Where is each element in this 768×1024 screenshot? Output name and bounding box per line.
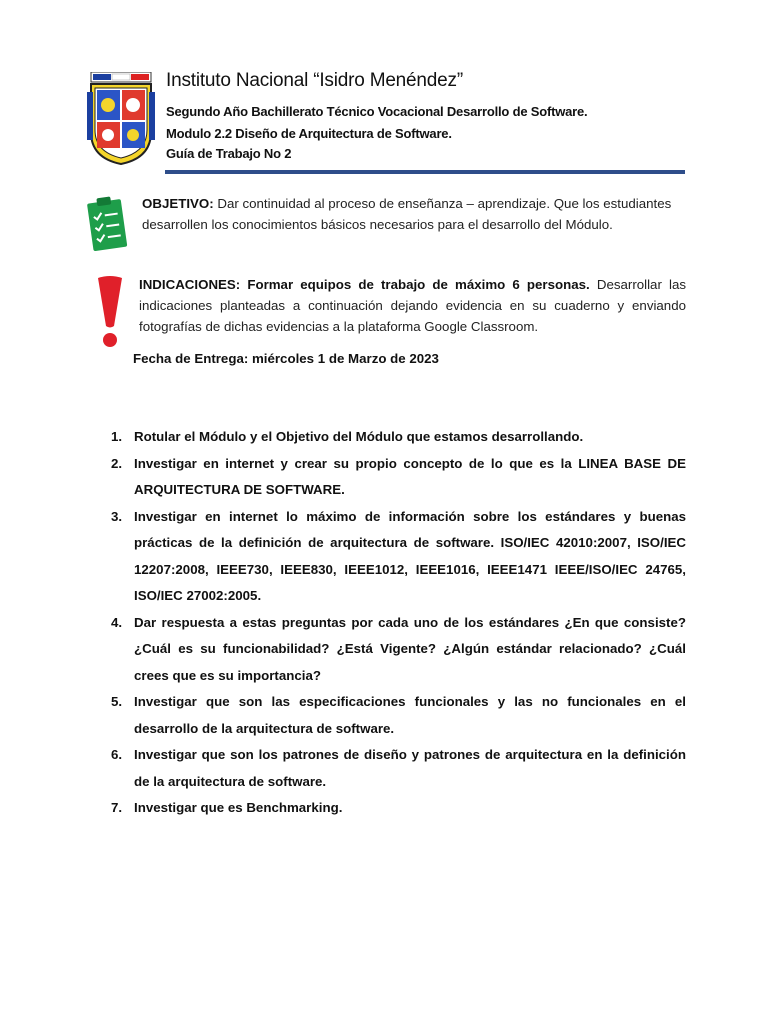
list-item	[108, 795, 686, 822]
item-text: Investigar en internet lo máximo de información sobre los estándares y buenas prácticas de la definición de arquitectura de software. ISO/IEC 42010:2007, ISO/IEC 12207:2008, IEEE730, IEEE830, IEEE1012, IEEE1016, IEEE1471 IEEE/ISO/IEC 24765, ISO/IEC 27002:2005.	[134, 508, 686, 603]
program-line: Segundo Año Bachillerato Técnico Vocacional Desarrollo de Software.	[166, 104, 588, 119]
clipboard-checklist-icon	[86, 195, 130, 253]
objective-label: OBJETIVO:	[142, 196, 214, 211]
objective-paragraph	[142, 193, 687, 235]
item-text: Investigar en internet y crear su propio concepto de lo que es la LINEA BASE DE ARQUITECTURA DE SOFTWARE.	[134, 455, 686, 497]
task-list	[108, 424, 686, 822]
list-item	[108, 424, 686, 451]
item-number: 4.	[111, 614, 123, 630]
guide-line: Guía de Trabajo No 2	[166, 146, 292, 161]
objective-text: Dar continuidad al proceso de enseñanza – aprendizaje. Que los estudiantes desarrollen los conocimientos básicos necesarios para el desarrollo del Módulo.	[142, 196, 672, 232]
item-text: Investigar que es Benchmarking.	[134, 800, 343, 815]
list-item	[108, 451, 686, 504]
item-text: Investigar que son las especificaciones funcionales y las no funcionales en el desarrollo de la arquitectura de software.	[134, 694, 686, 736]
item-number: 3.	[111, 508, 123, 524]
exclamation-icon	[92, 276, 128, 348]
school-crest-logo	[85, 72, 157, 166]
list-item	[108, 610, 686, 690]
module-line: Modulo 2.2 Diseño de Arquitectura de Software.	[166, 126, 452, 141]
header-divider	[165, 170, 685, 174]
item-number: 2.	[111, 455, 123, 471]
item-number: 6.	[111, 747, 123, 762]
item-text: Rotular el Módulo y el Objetivo del Módulo que estamos desarrollando.	[134, 429, 584, 444]
item-number: 7.	[111, 800, 123, 815]
item-number: 1.	[111, 429, 123, 444]
list-item	[108, 742, 686, 795]
instructions-paragraph	[139, 274, 686, 337]
institution-title: Instituto Nacional “Isidro Menéndez”	[166, 70, 463, 91]
item-text: Dar respuesta a estas preguntas por cada uno de los estándares ¿En que consiste? ¿Cuál es su funcionabilidad? ¿Está Vigente? ¿Algún estándar relacionado? ¿Cuál crees que es su importancia?	[134, 614, 686, 683]
list-item	[108, 504, 686, 610]
item-number: 5.	[111, 694, 123, 709]
due-date: Fecha de Entrega: miércoles 1 de Marzo de 2023	[133, 351, 439, 366]
instructions-label: INDICACIONES: Formar equipos de trabajo de máximo 6 personas.	[139, 277, 590, 292]
item-text: Investigar que son los patrones de diseño y patrones de arquitectura en la definición de la arquitectura de software.	[134, 747, 686, 789]
list-item	[108, 689, 686, 742]
instructions-text: Desarrollar las indicaciones planteadas a continuación dejando evidencia en su cuaderno y enviando fotografías de dichas evidencias a la plataforma Google Classroom.	[139, 277, 686, 334]
